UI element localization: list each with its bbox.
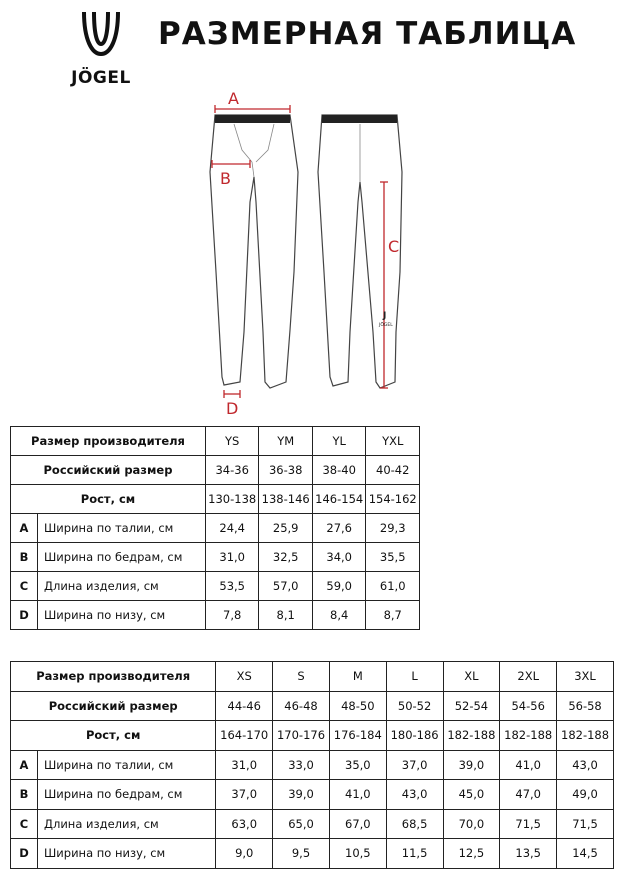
table-cell: 34-36 — [205, 456, 259, 485]
table-cell: M — [329, 662, 386, 692]
table-cell: 8,4 — [312, 601, 366, 630]
table-cell: 9,5 — [273, 839, 330, 869]
table-cell: 36-38 — [259, 456, 313, 485]
table-cell: XL — [443, 662, 500, 692]
table-cell: 25,9 — [259, 514, 313, 543]
measure-name: Ширина по бедрам, см — [38, 543, 206, 572]
table-cell: 35,5 — [366, 543, 420, 572]
table-cell: 37,0 — [386, 750, 443, 780]
table-cell: 40-42 — [366, 456, 420, 485]
measure-name: Длина изделия, см — [38, 809, 216, 839]
label-c: C — [388, 237, 400, 256]
table-cell: 70,0 — [443, 809, 500, 839]
table-cell: 38-40 — [312, 456, 366, 485]
brand-logo-mark — [80, 10, 122, 60]
table-row — [11, 514, 420, 543]
leg-logo-mark: J — [383, 311, 387, 321]
label-d: D — [226, 399, 239, 418]
measure-name: Ширина по талии, см — [38, 750, 216, 780]
row-header: Российский размер — [11, 456, 206, 485]
table-cell: YXL — [366, 427, 420, 456]
size-table-youth — [10, 426, 420, 630]
table-cell: YS — [205, 427, 259, 456]
table-cell: 46-48 — [273, 691, 330, 721]
table-cell: 41,0 — [329, 780, 386, 810]
row-header: Российский размер — [11, 691, 216, 721]
measure-letter: B — [11, 780, 38, 810]
table-cell: 24,4 — [205, 514, 259, 543]
table-cell: 164-170 — [216, 721, 273, 751]
table-cell: 11,5 — [386, 839, 443, 869]
table-cell: 170-176 — [273, 721, 330, 751]
row-header: Рост, см — [11, 721, 216, 751]
table-cell: 182-188 — [443, 721, 500, 751]
table-cell: 49,0 — [557, 780, 614, 810]
table-cell: 35,0 — [329, 750, 386, 780]
table-cell: 71,5 — [500, 809, 557, 839]
measure-name: Ширина по низу, см — [38, 601, 206, 630]
table-cell: 180-186 — [386, 721, 443, 751]
table-row — [11, 456, 420, 485]
table-cell: 52-54 — [443, 691, 500, 721]
table-cell: 34,0 — [312, 543, 366, 572]
table-cell: 44-46 — [216, 691, 273, 721]
table-cell: 146-154 — [312, 485, 366, 514]
measure-letter: B — [11, 543, 38, 572]
table-cell: 41,0 — [500, 750, 557, 780]
table-cell: 65,0 — [273, 809, 330, 839]
table-cell: 31,0 — [205, 543, 259, 572]
table-cell: YL — [312, 427, 366, 456]
table-cell: 53,5 — [205, 572, 259, 601]
table-cell: 13,5 — [500, 839, 557, 869]
measure-name: Ширина по бедрам, см — [38, 780, 216, 810]
table-row — [11, 721, 614, 751]
table-row — [11, 572, 420, 601]
table-cell: 176-184 — [329, 721, 386, 751]
table-row — [11, 662, 614, 692]
table-cell: YM — [259, 427, 313, 456]
row-header: Размер производителя — [11, 427, 206, 456]
table-cell: 54-56 — [500, 691, 557, 721]
table-cell: 50-52 — [386, 691, 443, 721]
size-table-adult — [10, 661, 614, 869]
table-row — [11, 809, 614, 839]
table-cell: 182-188 — [557, 721, 614, 751]
table-cell: L — [386, 662, 443, 692]
table-cell: 31,0 — [216, 750, 273, 780]
brand-logo — [62, 10, 140, 90]
table-cell: 37,0 — [216, 780, 273, 810]
table-row — [11, 750, 614, 780]
waistband-back — [322, 115, 397, 123]
table-cell: 59,0 — [312, 572, 366, 601]
table-cell: 12,5 — [443, 839, 500, 869]
measure-letter: C — [11, 809, 38, 839]
table-cell: 10,5 — [329, 839, 386, 869]
table-cell: 47,0 — [500, 780, 557, 810]
table-row — [11, 839, 614, 869]
table-cell: 39,0 — [443, 750, 500, 780]
table-cell: 7,8 — [205, 601, 259, 630]
table-cell: 182-188 — [500, 721, 557, 751]
table-cell: 9,0 — [216, 839, 273, 869]
table-row — [11, 691, 614, 721]
row-header: Рост, см — [11, 485, 206, 514]
measure-name: Длина изделия, см — [38, 572, 206, 601]
table-cell: 68,5 — [386, 809, 443, 839]
measure-letter: A — [11, 514, 38, 543]
table-cell: 3XL — [557, 662, 614, 692]
table-cell: 27,6 — [312, 514, 366, 543]
table-cell: 57,0 — [259, 572, 313, 601]
table-cell: 14,5 — [557, 839, 614, 869]
table-row — [11, 780, 614, 810]
table-cell: 61,0 — [366, 572, 420, 601]
measure-name: Ширина по талии, см — [38, 514, 206, 543]
table-row — [11, 543, 420, 572]
table-cell: 39,0 — [273, 780, 330, 810]
table-cell: 67,0 — [329, 809, 386, 839]
table-cell: S — [273, 662, 330, 692]
table-cell: 43,0 — [386, 780, 443, 810]
table-cell: 8,7 — [366, 601, 420, 630]
table-cell: 130-138 — [205, 485, 259, 514]
brand-name: JÖGEL — [71, 68, 131, 88]
label-b: B — [220, 169, 231, 188]
table-cell: 63,0 — [216, 809, 273, 839]
leg-logo-text: JÖGEL — [379, 323, 393, 328]
table-cell: 71,5 — [557, 809, 614, 839]
pants-front — [210, 115, 298, 388]
page-title: РАЗМЕРНАЯ ТАБЛИЦА — [158, 16, 577, 52]
table-cell: 56-58 — [557, 691, 614, 721]
row-header: Размер производителя — [11, 662, 216, 692]
waistband-front — [215, 115, 290, 123]
measure-letter: D — [11, 839, 38, 869]
table-cell: 45,0 — [443, 780, 500, 810]
table-cell: 32,5 — [259, 543, 313, 572]
table-cell: 48-50 — [329, 691, 386, 721]
table-cell: 138-146 — [259, 485, 313, 514]
table-cell: 29,3 — [366, 514, 420, 543]
label-a: A — [228, 89, 239, 108]
measure-letter: D — [11, 601, 38, 630]
measure-letter: C — [11, 572, 38, 601]
product-drawing — [190, 82, 430, 422]
table-row — [11, 485, 420, 514]
table-row — [11, 601, 420, 630]
measure-name: Ширина по низу, см — [38, 839, 216, 869]
table-cell: 2XL — [500, 662, 557, 692]
table-cell: 33,0 — [273, 750, 330, 780]
table-row — [11, 427, 420, 456]
table-cell: 43,0 — [557, 750, 614, 780]
table-cell: XS — [216, 662, 273, 692]
measure-letter: A — [11, 750, 38, 780]
table-cell: 154-162 — [366, 485, 420, 514]
table-cell: 8,1 — [259, 601, 313, 630]
